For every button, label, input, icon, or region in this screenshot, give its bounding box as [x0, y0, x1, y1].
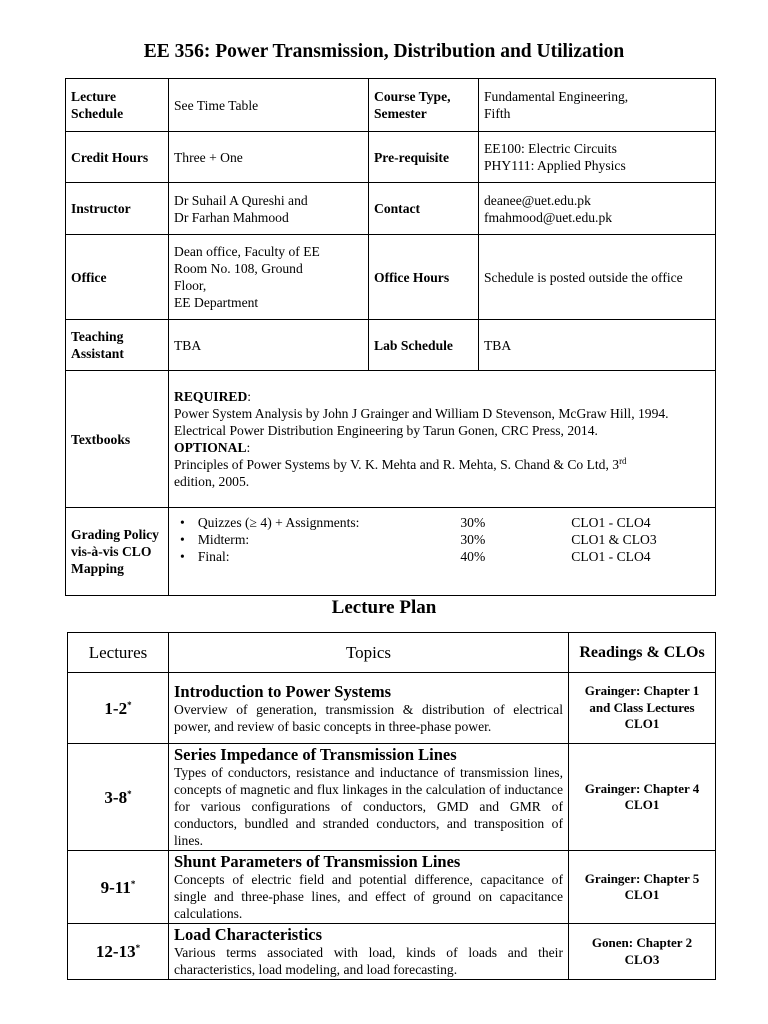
course-type-value — [479, 79, 716, 132]
prereq-line-2: PHY111: Applied Physics — [484, 158, 626, 173]
lecture-topic — [169, 924, 569, 980]
course-type-label: Course Type, Semester — [369, 79, 479, 132]
header-topics: Topics — [169, 633, 569, 673]
lecture-plan-table — [67, 632, 716, 980]
office-line-4: EE Department — [174, 295, 259, 310]
office-line-3: Floor, — [174, 278, 207, 293]
contact-value — [479, 183, 716, 235]
office-hours-value: Schedule is posted outside the office — [479, 235, 716, 320]
instructor-label: Instructor — [66, 183, 169, 235]
table-row — [68, 851, 716, 924]
prereq-label: Pre-requisite — [369, 132, 479, 183]
instructor-line-1: Dr Suhail A Qureshi and — [174, 192, 308, 208]
topic-description: Types of conductors, resistance and inductance of transmission lines, concepts of magnetic and flux linkages in the calculation of inductance for various configurations of conductors, GMD and GMR of conductors, bundled and stranded conductors, and transposition of lines. — [174, 765, 563, 848]
info-row-ta — [66, 320, 716, 371]
lecture-number: 12-13* — [68, 924, 169, 980]
header-lectures: Lectures — [68, 633, 169, 673]
lecture-topic — [169, 673, 569, 744]
course-type-line-2: Fifth — [484, 106, 511, 121]
grading-item-clo: CLO1 & CLO3 — [571, 532, 657, 547]
reading-clo: CLO3 — [624, 951, 660, 967]
grading-label: Grading Policy vis-à-vis CLO Mapping — [66, 508, 169, 596]
info-row-instructor — [66, 183, 716, 235]
grading-item-name: Final: — [197, 549, 230, 564]
optional-book-1-sup: rd — [619, 456, 627, 466]
instructor-line-2: Dr Farhan Mahmood — [174, 209, 289, 225]
contact-label: Contact — [369, 183, 479, 235]
lecture-number: 1-2* — [68, 673, 169, 744]
lecture-topic — [169, 851, 569, 924]
grading-item-name: Midterm: — [197, 532, 250, 547]
grading-item-clo: CLO1 - CLO4 — [571, 549, 651, 564]
reading-text: Grainger: Chapter 5 — [584, 870, 700, 886]
lecture-number: 9-11* — [68, 851, 169, 924]
lecture-readings — [569, 851, 716, 924]
grading-item-pct: 40% — [460, 549, 486, 564]
grading-item-pct: 30% — [460, 515, 486, 530]
credit-hours-label: Credit Hours — [66, 132, 169, 183]
lecture-schedule-value: See Time Table — [169, 79, 369, 132]
required-book-2: Electrical Power Distribution Engineering by Tarun Gonen, CRC Press, 2014. — [174, 423, 598, 438]
course-info-table — [65, 78, 716, 596]
lecture-readings — [569, 673, 716, 744]
table-row — [68, 744, 716, 851]
lecture-number: 3-8* — [68, 744, 169, 851]
lecture-topic — [169, 744, 569, 851]
lecture-plan-title: Lecture Plan — [331, 597, 437, 618]
info-row-credit — [66, 132, 716, 183]
lecture-readings — [569, 744, 716, 851]
grading-item: • Midterm: 30% CLO1 & CLO3 — [174, 531, 710, 548]
table-row — [68, 924, 716, 980]
ta-label: Teaching Assistant — [66, 320, 169, 371]
office-hours-label: Office Hours — [369, 235, 479, 320]
info-row-textbooks — [66, 371, 716, 508]
grading-item-clo: CLO1 - CLO4 — [571, 515, 651, 530]
office-label: Office — [66, 235, 169, 320]
grading-item: • Quizzes (≥ 4) + Assignments: 30% CLO1 - CLO4 — [174, 514, 710, 531]
lecture-readings — [569, 924, 716, 980]
grading-item-name: Quizzes (≥ 4) + Assignments: — [197, 515, 360, 530]
topic-heading: Series Impedance of Transmission Lines — [174, 745, 457, 764]
plan-header-row — [68, 633, 716, 673]
office-line-2: Room No. 108, Ground — [174, 261, 303, 276]
document-title: EE 356: Power Transmission, Distribution and Utilization — [143, 41, 625, 62]
reading-text: Grainger: Chapter 1 and Class Lectures — [584, 683, 700, 715]
topic-description: Overview of generation, transmission & distribution of electrical power, and review of basic concepts in three-phase power. — [174, 701, 563, 734]
lab-schedule-label: Lab Schedule — [369, 320, 479, 371]
grading-value — [169, 508, 716, 596]
reading-text: Grainger: Chapter 4 — [584, 780, 700, 796]
topic-description: Concepts of electric field and potential difference, capacitance of single and three-phase lines, and effect of ground on capacitance calculations. — [174, 872, 563, 921]
info-row-schedule — [66, 79, 716, 132]
prereq-value — [479, 132, 716, 183]
reading-clo: CLO1 — [624, 797, 660, 812]
credit-hours-value: Three + One — [169, 132, 369, 183]
contact-email-1: deanee@uet.edu.pk — [484, 192, 591, 208]
instructor-value — [169, 183, 369, 235]
topic-heading: Load Characteristics — [174, 925, 323, 944]
reading-text: Gonen: Chapter 2 — [591, 935, 693, 950]
lecture-schedule-label: Lecture Schedule — [66, 79, 169, 132]
office-line-1: Dean office, Faculty of EE — [174, 244, 320, 259]
reading-clo: CLO1 — [624, 887, 660, 902]
office-value — [169, 235, 369, 320]
topic-heading: Shunt Parameters of Transmission Lines — [174, 852, 461, 871]
textbooks-label: Textbooks — [66, 371, 169, 508]
ta-value: TBA — [169, 320, 369, 371]
optional-label: OPTIONAL — [174, 440, 247, 455]
table-row — [68, 673, 716, 744]
header-readings: Readings & CLOs — [569, 633, 716, 673]
reading-clo: CLO1 — [624, 716, 660, 732]
optional-book-1: Principles of Power Systems by V. K. Mehta and R. Mehta, S. Chand & Co Ltd, 3 — [174, 457, 620, 472]
prereq-line-1: EE100: Electric Circuits — [484, 141, 617, 156]
info-row-grading — [66, 508, 716, 596]
required-label: REQUIRED — [174, 389, 248, 404]
required-book-1: Power System Analysis by John J Grainger and William D Stevenson, McGraw Hill, 1994. — [174, 406, 669, 421]
grading-item-pct: 30% — [460, 532, 486, 547]
topic-heading: Introduction to Power Systems — [174, 681, 392, 701]
info-row-office — [66, 235, 716, 320]
course-type-line-1: Fundamental Engineering, — [484, 89, 629, 104]
textbooks-value: REQUIRED: Power System Analysis by John J Grainger and William D Stevenson, McGraw Hill, 1994. Electrical Power Distribution Engineering by Tarun Gonen, CRC Press, 2014. OPTIONAL: Principles of Power Systems by V. K. Mehta and R. Mehta, S. Chand & Co Ltd, 3rd edition, 2005. — [169, 371, 716, 508]
lab-schedule-value: TBA — [479, 320, 716, 371]
grading-item: • Final: 40% CLO1 - CLO4 — [174, 548, 710, 565]
contact-email-2: fmahmood@uet.edu.pk — [484, 209, 613, 225]
optional-book-1-edition: edition, 2005. — [174, 474, 250, 489]
topic-description: Various terms associated with load, kinds of loads and their characteristics, load modeling, and load forecasting. — [174, 945, 563, 977]
